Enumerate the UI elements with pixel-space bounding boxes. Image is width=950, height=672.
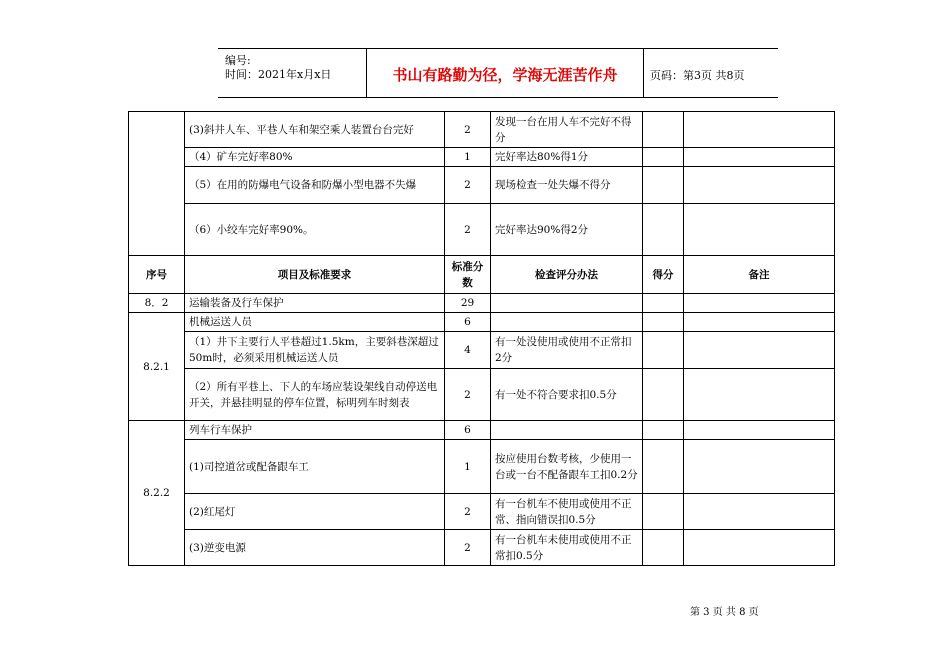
note-cell: [684, 313, 835, 332]
note-cell: [684, 421, 835, 440]
item-cell: (3)斜井人车、平巷人车和架空乘人装置台台完好: [185, 112, 445, 148]
method-cell: 有一处没使用或使用不正常扣2分: [491, 332, 643, 369]
got-cell: [643, 167, 684, 204]
motto-text: 书山有路勤为径，学海无涯苦作舟: [392, 66, 618, 84]
header-seq: 序号: [129, 256, 185, 294]
note-cell: [684, 530, 835, 566]
note-cell: [684, 294, 835, 313]
method-cell: 按应使用台数考核，少使用一台或一台不配备跟车工扣0.2分: [491, 440, 643, 494]
group-title: 列车行车保护: [185, 421, 445, 440]
score-cell: 2: [445, 167, 491, 204]
note-cell: [684, 148, 835, 167]
method-cell: 发现一台在用人车不完好不得分: [491, 112, 643, 148]
item-cell: （5）在用的防爆电气设备和防爆小型电器不失爆: [185, 167, 445, 204]
got-cell: [643, 332, 684, 369]
header-motto-cell: [367, 49, 644, 97]
item-cell: (3)逆变电源: [185, 530, 445, 566]
method-cell: [491, 294, 643, 313]
note-cell: [684, 440, 835, 494]
group-title-row: [129, 421, 835, 440]
header-got: 得分: [643, 256, 684, 294]
item-cell: （1）井下主要行人平巷超过1.5km，主要斜巷深超过50m时，必须采用机械运送人员: [185, 332, 445, 369]
score-cell: 2: [445, 530, 491, 566]
page-header: [218, 48, 778, 98]
group-seq: 8.2.2: [129, 421, 185, 566]
score-cell: 4: [445, 332, 491, 369]
number-label: 编号:: [225, 54, 251, 67]
got-cell: [643, 148, 684, 167]
item-cell: (1)司控道岔或配备跟车工: [185, 440, 445, 494]
note-cell: [684, 369, 835, 421]
header-page-cell: [644, 49, 778, 97]
page-number-label: 页码：第3页 共8页: [650, 69, 745, 82]
method-cell: 有一台机车未使用或使用不正常扣0.5分: [491, 530, 643, 566]
item-cell: （6）小绞车完好率90%。: [185, 204, 445, 256]
table-row: [129, 167, 835, 204]
score-cell: 2: [445, 369, 491, 421]
got-cell: [643, 421, 684, 440]
item-cell: （2）所有平巷上、下人的车场应装设架线自动停送电开关，并悬挂明显的停车位置，标明列车时刻表: [185, 369, 445, 421]
score-cell: 2: [445, 112, 491, 148]
note-cell: [684, 494, 835, 530]
method-cell: 有一处不符合要求扣0.5分: [491, 369, 643, 421]
group-score: 6: [445, 421, 491, 440]
table-row: [129, 494, 835, 530]
got-cell: [643, 494, 684, 530]
group-title: 机械运送人员: [185, 313, 445, 332]
got-cell: [643, 204, 684, 256]
note-cell: [684, 204, 835, 256]
method-cell: [491, 421, 643, 440]
method-cell: 有一台机车不使用或使用不正常、指向错误扣0.5分: [491, 494, 643, 530]
header-note: 备注: [684, 256, 835, 294]
method-cell: 完好率达90%得2分: [491, 204, 643, 256]
score-cell: 2: [445, 494, 491, 530]
got-cell: [643, 112, 684, 148]
item-cell: （4）矿车完好率80%: [185, 148, 445, 167]
got-cell: [643, 440, 684, 494]
method-cell: 现场检查一处失爆不得分: [491, 167, 643, 204]
score-cell: 1: [445, 148, 491, 167]
section-row: [129, 294, 835, 313]
table-row: [129, 204, 835, 256]
group-score: 6: [445, 313, 491, 332]
group-title-row: [129, 313, 835, 332]
page-footer: 第 3 页 共 8 页: [690, 607, 759, 618]
score-table: [128, 111, 835, 566]
section-score: 29: [445, 294, 491, 313]
score-cell: 2: [445, 204, 491, 256]
note-cell: [684, 167, 835, 204]
table-row: [129, 332, 835, 369]
group-seq: 8.2.1: [129, 313, 185, 421]
score-cell: 1: [445, 440, 491, 494]
got-cell: [643, 313, 684, 332]
note-cell: [684, 332, 835, 369]
time-label: 时间：2021年x月x日: [225, 68, 332, 81]
header-item: 项目及标准要求: [185, 256, 445, 294]
table-row: [129, 112, 835, 148]
seq-cell-empty: [129, 112, 185, 256]
header-score: 标准分数: [445, 256, 491, 294]
got-cell: [643, 369, 684, 421]
got-cell: [643, 294, 684, 313]
table-row: [129, 369, 835, 421]
header-meta-cell: [218, 49, 367, 97]
section-seq: 8．2: [129, 294, 185, 313]
method-cell: [491, 313, 643, 332]
got-cell: [643, 530, 684, 566]
header-method: 检查评分办法: [491, 256, 643, 294]
table-header-row: [129, 256, 835, 294]
item-cell: (2)红尾灯: [185, 494, 445, 530]
table-row: [129, 148, 835, 167]
section-item: 运输装备及行车保护: [185, 294, 445, 313]
table-row: [129, 440, 835, 494]
note-cell: [684, 112, 835, 148]
method-cell: 完好率达80%得1分: [491, 148, 643, 167]
table-row: [129, 530, 835, 566]
